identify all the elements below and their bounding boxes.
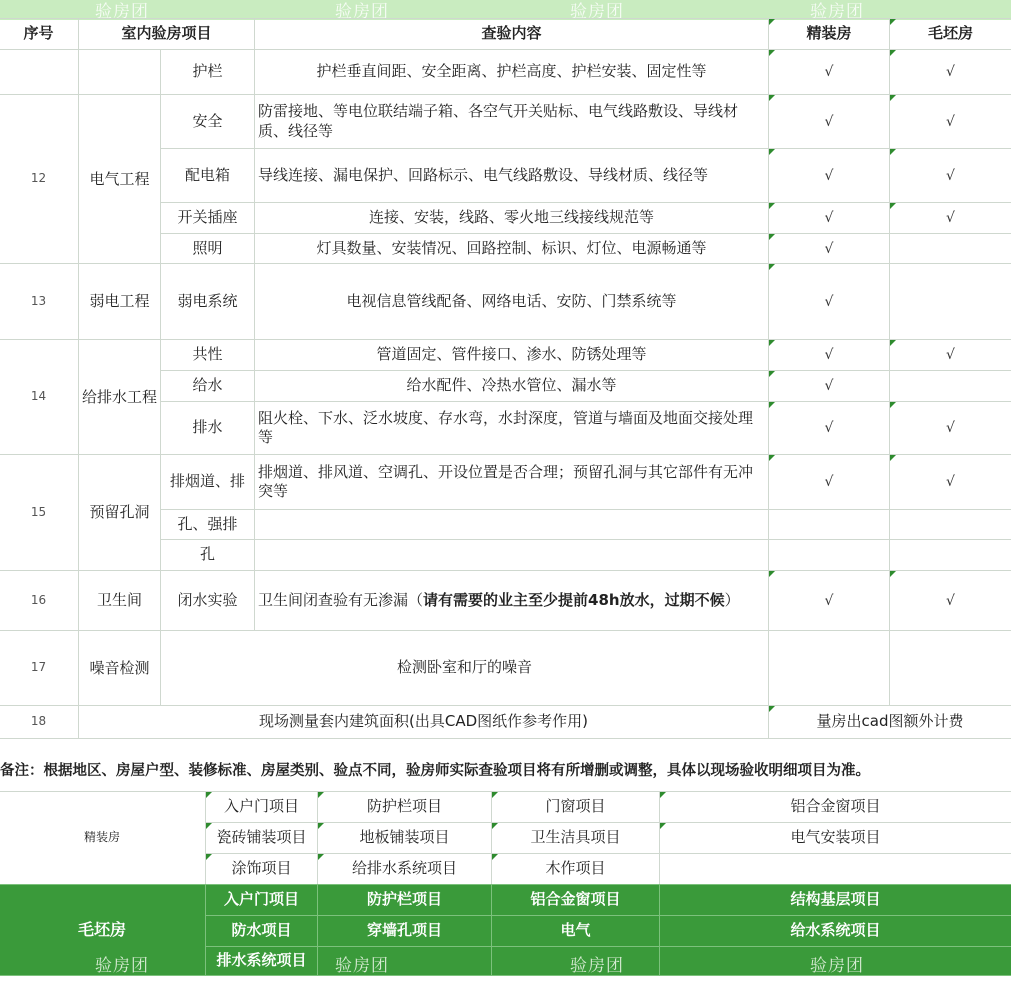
fine-item: 入户门项目 xyxy=(206,792,318,823)
content-cell: 阻火栓、下水、泛水坡度、存水弯，水封深度，管道与墙面及地面交接处理等 xyxy=(255,402,769,455)
content-cell: 给水配件、冷热水管位、漏水等 xyxy=(255,371,769,402)
rough-check: √ xyxy=(890,340,1011,371)
content-cell: 防雷接地、等电位联结端子箱、各空气开关贴标、电气线路敷设、导线材质、线径等 xyxy=(255,95,769,149)
rough-check xyxy=(890,540,1011,571)
rough-item: 穿墙孔项目 xyxy=(318,916,492,947)
content-cell xyxy=(255,540,769,571)
seq-cell: 18 xyxy=(0,706,79,739)
rough-check xyxy=(890,264,1011,340)
sub-item: 排烟道、排 xyxy=(161,455,255,510)
rough-check: √ xyxy=(890,149,1011,203)
watermark: 验房团 xyxy=(95,956,149,976)
sub-item: 弱电系统 xyxy=(161,264,255,340)
rough-item: 铝合金窗项目 xyxy=(492,885,660,916)
watermark: 验房团 xyxy=(570,956,624,976)
fine-check: √ xyxy=(769,234,890,264)
rough-check xyxy=(890,631,1011,706)
rough-item: 排水系统项目 xyxy=(206,947,318,976)
rough-item: 防护栏项目 xyxy=(318,885,492,916)
header-item: 室内验房项目 xyxy=(79,19,255,50)
header-seq: 序号 xyxy=(0,19,79,50)
fine-check: √ xyxy=(769,203,890,234)
extra-fee-cell: 量房出cad图额外计费 xyxy=(769,706,1011,739)
content-cell: 排烟道、排风道、空调孔、开设位置是否合理；预留孔洞与其它部件有无冲突等 xyxy=(255,455,769,510)
category-cell: 电气工程 xyxy=(79,95,161,264)
fine-check: √ xyxy=(769,402,890,455)
sub-item: 排水 xyxy=(161,402,255,455)
content-cell: 导线连接、漏电保护、回路标示、电气线路敷设、导线材质、线径等 xyxy=(255,149,769,203)
rough-check xyxy=(890,234,1011,264)
advance-notice: 请有需要的业主至少提前48h放水，过期不候 xyxy=(423,590,725,609)
seq-cell: 15 xyxy=(0,455,79,571)
content-cell xyxy=(255,510,769,540)
watermark: 验房团 xyxy=(335,956,389,976)
seq-cell: 12 xyxy=(0,95,79,264)
header-fine: 精装房 xyxy=(769,19,890,50)
seq-cell: 17 xyxy=(0,631,79,706)
watermark: 验房团 xyxy=(95,2,149,22)
content-cell: 电视信息管线配备、网络电话、安防、门禁系统等 xyxy=(255,264,769,340)
inspection-table xyxy=(0,18,1011,739)
rough-check xyxy=(890,371,1011,402)
rough-check: √ xyxy=(890,455,1011,510)
sub-item: 共性 xyxy=(161,340,255,371)
remark: 备注：根据地区、房屋户型、装修标准、房屋类别、验点不同，验房师实际查验项目将有所增删或调整，具体以现场验收明细项目为准。 xyxy=(0,763,870,779)
header-content: 查验内容 xyxy=(255,19,769,50)
content-cell: 卫生间闭查验有无渗漏（请有需要的业主至少提前48h放水，过期不候） xyxy=(255,571,769,631)
fine-check xyxy=(769,510,890,540)
seq-cell: 16 xyxy=(0,571,79,631)
seq-cell: 13 xyxy=(0,264,79,340)
fine-check: √ xyxy=(769,455,890,510)
sub-item: 照明 xyxy=(161,234,255,264)
fine-item: 防护栏项目 xyxy=(318,792,492,823)
rough-item: 给水系统项目 xyxy=(660,916,1011,947)
fine-label: 精装房 xyxy=(0,792,206,885)
sub-item: 给水 xyxy=(161,371,255,402)
content-cell: 检测卧室和厅的噪音 xyxy=(161,631,769,706)
fine-check xyxy=(769,540,890,571)
rough-check: √ xyxy=(890,402,1011,455)
fine-item: 门窗项目 xyxy=(492,792,660,823)
content-cell: 现场测量套内建筑面积(出具CAD图纸作参考作用) xyxy=(79,706,769,739)
rough-item: 电气 xyxy=(492,916,660,947)
rough-check: √ xyxy=(890,571,1011,631)
fine-item: 木作项目 xyxy=(492,854,660,885)
sub-item: 孔 xyxy=(161,540,255,571)
content-cell: 灯具数量、安装情况、回路控制、标识、灯位、电源畅通等 xyxy=(255,234,769,264)
fine-check: √ xyxy=(769,95,890,149)
fine-item: 电气安装项目 xyxy=(660,823,1011,854)
seq-cell: 14 xyxy=(0,340,79,455)
category-cell: 弱电工程 xyxy=(79,264,161,340)
fine-items-table xyxy=(0,791,1011,885)
sub-item: 安全 xyxy=(161,95,255,149)
fine-item: 涂饰项目 xyxy=(206,854,318,885)
category-cell: 预留孔洞 xyxy=(79,455,161,571)
rough-check: √ xyxy=(890,50,1011,95)
sub-item: 配电箱 xyxy=(161,149,255,203)
rough-check xyxy=(890,510,1011,540)
fine-check: √ xyxy=(769,149,890,203)
category-cell: 噪音检测 xyxy=(79,631,161,706)
fine-check: √ xyxy=(769,571,890,631)
rough-label: 毛坯房 xyxy=(0,885,206,976)
fine-item xyxy=(660,854,1011,885)
sub-item: 闭水实验 xyxy=(161,571,255,631)
seq-cell xyxy=(0,50,79,95)
content-cell: 连接、安装，线路、零火地三线接线规范等 xyxy=(255,203,769,234)
fine-check: √ xyxy=(769,371,890,402)
rough-check: √ xyxy=(890,95,1011,149)
rough-item: 入户门项目 xyxy=(206,885,318,916)
fine-check: √ xyxy=(769,50,890,95)
fine-check: √ xyxy=(769,264,890,340)
watermark: 验房团 xyxy=(810,956,864,976)
fine-item: 卫生洁具项目 xyxy=(492,823,660,854)
category-cell: 卫生间 xyxy=(79,571,161,631)
category-cell xyxy=(79,50,161,95)
fine-item: 给排水系统项目 xyxy=(318,854,492,885)
rough-check: √ xyxy=(890,203,1011,234)
fine-item: 地板铺装项目 xyxy=(318,823,492,854)
sub-item: 开关插座 xyxy=(161,203,255,234)
fine-check: √ xyxy=(769,340,890,371)
sub-item: 护栏 xyxy=(161,50,255,95)
sub-item: 孔、强排 xyxy=(161,510,255,540)
rough-item: 结构基层项目 xyxy=(660,885,1011,916)
watermark: 验房团 xyxy=(335,2,389,22)
category-cell: 给排水工程 xyxy=(79,340,161,455)
fine-item: 瓷砖铺装项目 xyxy=(206,823,318,854)
content-cell: 护栏垂直间距、安全距离、护栏高度、护栏安装、固定性等 xyxy=(255,50,769,95)
watermark: 验房团 xyxy=(810,2,864,22)
header-rough: 毛坯房 xyxy=(890,19,1011,50)
watermark: 验房团 xyxy=(570,2,624,22)
rough-item: 防水项目 xyxy=(206,916,318,947)
fine-check xyxy=(769,631,890,706)
content-cell: 管道固定、管件接口、渗水、防锈处理等 xyxy=(255,340,769,371)
fine-item: 铝合金窗项目 xyxy=(660,792,1011,823)
